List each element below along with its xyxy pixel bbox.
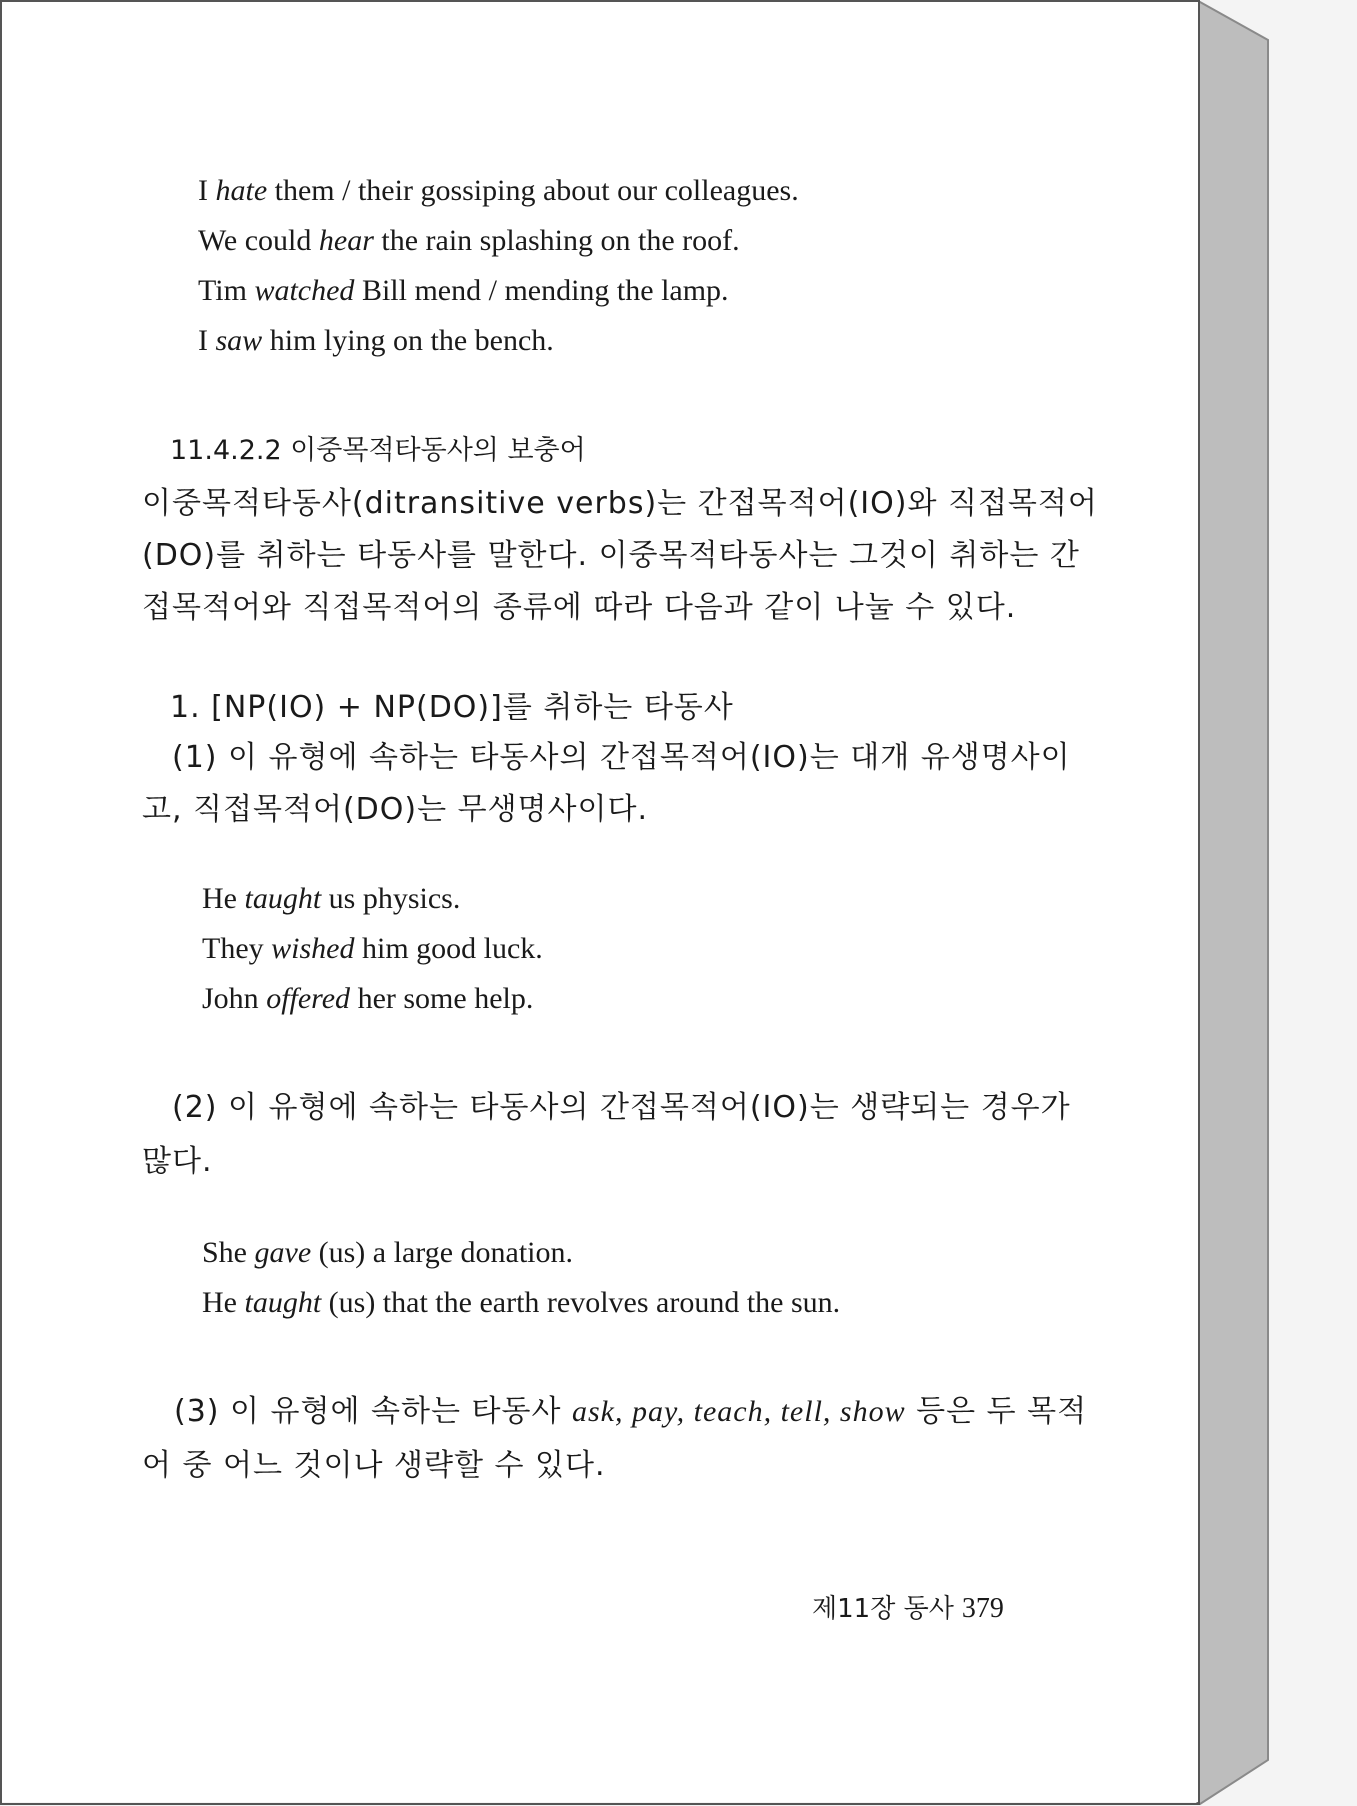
page-number: 379 <box>961 1593 1004 1624</box>
example-sentence: Tim watched Bill mend / mending the lamp. <box>198 274 729 307</box>
paragraph-line: (3) 이 유형에 속하는 타동사 ask, pay, teach, tell, show 등은 두 목적 <box>174 1394 1088 1429</box>
example-sentence: She gave (us) a large donation. <box>202 1236 574 1269</box>
example-sentence: I hate them / their gossiping about our colleagues. <box>198 174 799 207</box>
section-heading: 11.4.2.2 이중목적타동사의 보충어 <box>170 435 586 466</box>
page <box>2 2 1198 1802</box>
paragraph-line: (1) 이 유형에 속하는 타동사의 간접목적어(IO)는 대개 유생명사이 <box>172 740 1071 775</box>
example-sentence: I saw him lying on the bench. <box>198 324 554 357</box>
example-sentence: John offered her some help. <box>202 982 534 1015</box>
example-sentence: He taught (us) that the earth revolves around the sun. <box>202 1286 841 1319</box>
paragraph-line: 접목적어와 직접목적어의 종류에 따라 다음과 같이 나눌 수 있다. <box>142 590 1017 625</box>
example-sentence: He taught us physics. <box>202 882 461 915</box>
paragraph-line: (2) 이 유형에 속하는 타동사의 간접목적어(IO)는 생략되는 경우가 <box>172 1090 1071 1125</box>
subheading: 1. [NP(IO) + NP(DO)]를 취하는 타동사 <box>170 690 734 725</box>
example-sentence: They wished him good luck. <box>202 932 543 965</box>
paragraph-line: 이중목적타동사(ditransitive verbs)는 간접목적어(IO)와 직접목적어 <box>142 486 1098 521</box>
paragraph-line: 많다. <box>142 1144 213 1179</box>
paragraph-line: 고, 직접목적어(DO)는 무생명사이다. <box>142 792 649 827</box>
chapter-label: 제11장 동사 <box>812 1594 954 1624</box>
paragraph-line: 어 중 어느 것이나 생략할 수 있다. <box>142 1448 606 1483</box>
page-footer <box>812 1588 1004 1625</box>
example-sentence: We could hear the rain splashing on the roof. <box>198 224 740 257</box>
paragraph-line: (DO)를 취하는 타동사를 말한다. 이중목적타동사는 그것이 취하는 간 <box>142 538 1080 573</box>
